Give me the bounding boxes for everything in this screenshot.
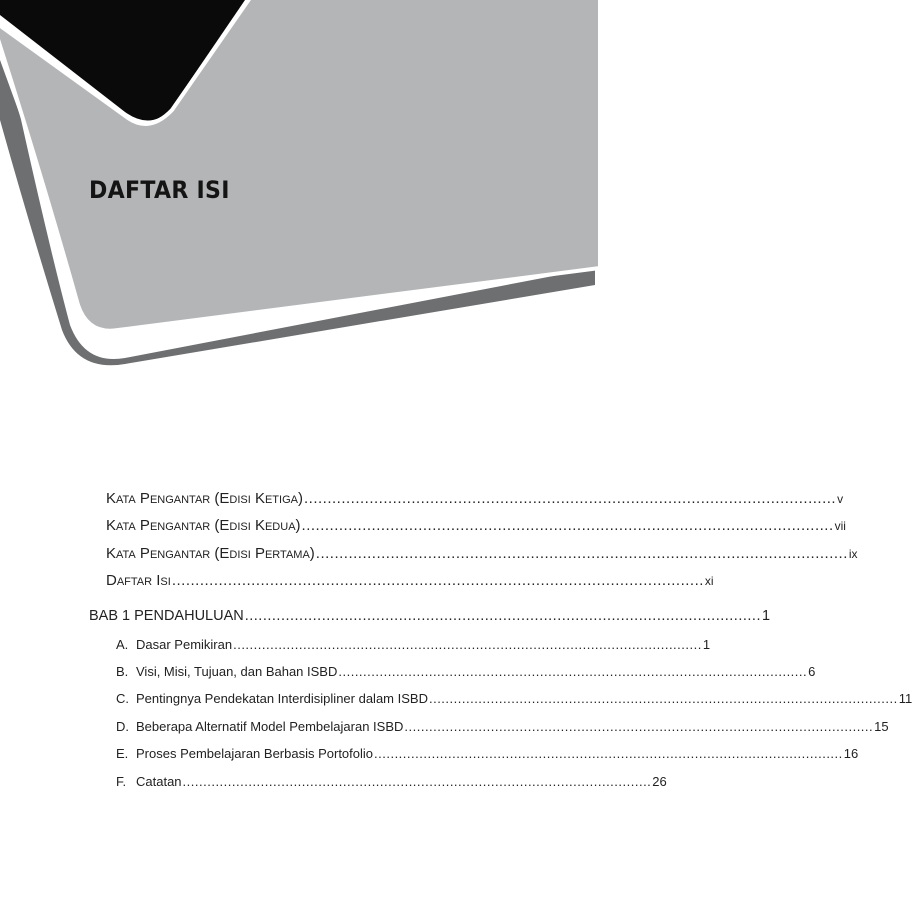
toc-section-label: Dasar Pemikiran — [136, 637, 233, 652]
section-letter: E. — [116, 746, 129, 761]
toc-chapter-bab-1[interactable] — [89, 608, 771, 624]
toc-entry-kata-pengantar-pertama[interactable] — [106, 545, 858, 562]
toc-entry-label: Daftar Isi — [106, 572, 171, 589]
toc-section-a[interactable] — [116, 637, 711, 652]
toc-section-b[interactable] — [116, 664, 816, 679]
dot-leader: .................................................................................................................. — [374, 746, 843, 761]
dot-leader: .................................................................................................................. — [233, 637, 702, 652]
dot-leader: .................................................................................................................. — [303, 490, 837, 507]
toc-section-e[interactable] — [116, 746, 859, 761]
toc-page-number: 26 — [652, 774, 667, 789]
toc-page-number: 15 — [874, 719, 889, 734]
toc-section-c[interactable] — [116, 691, 912, 706]
toc-entry-label: Kata Pengantar (Edisi Pertama) — [106, 545, 315, 562]
toc-page-number: 1 — [702, 637, 711, 652]
toc-entry-label: Kata Pengantar (Edisi Kedua) — [106, 517, 301, 534]
toc-section-label: Beberapa Alternatif Model Pembelajaran ISBD — [136, 719, 404, 734]
toc-page-number: vii — [834, 519, 846, 533]
section-letter: F. — [116, 774, 127, 789]
toc-section-f[interactable] — [116, 774, 667, 789]
dot-leader: .................................................................................................................. — [338, 664, 808, 679]
toc-section-label: Pentingnya Pendekatan Interdisipliner dalam ISBD — [136, 691, 428, 706]
toc-entry-label: Kata Pengantar (Edisi Ketiga) — [106, 490, 303, 507]
dot-leader: .................................................................................................................. — [428, 691, 898, 706]
toc-page-number: v — [837, 492, 844, 506]
dot-leader: .................................................................................................................. — [182, 774, 652, 789]
toc-section-d[interactable] — [116, 719, 889, 734]
section-letter: C. — [116, 691, 129, 706]
dot-leader: .................................................................................................................. — [244, 608, 761, 624]
section-letter: A. — [116, 637, 129, 652]
section-letter: B. — [116, 664, 129, 679]
dot-leader: .................................................................................................................. — [301, 517, 834, 534]
toc-page-number: 1 — [761, 608, 771, 624]
toc-page-number: ix — [848, 547, 858, 561]
toc-entry-daftar-isi[interactable] — [106, 572, 714, 589]
toc-section-label: Catatan — [136, 774, 182, 789]
dot-leader: .................................................................................................................. — [171, 572, 704, 589]
toc-chapter-label: BAB 1 PENDAHULUAN — [89, 608, 244, 624]
toc-page-number: 6 — [808, 664, 816, 679]
toc-page-number: 11 — [898, 691, 912, 706]
dot-leader: .................................................................................................................. — [315, 545, 848, 562]
page-title: DAFTAR ISI — [89, 176, 230, 204]
dot-leader: .................................................................................................................. — [404, 719, 874, 734]
toc-entry-kata-pengantar-ketiga[interactable] — [106, 490, 844, 507]
toc-section-label: Visi, Misi, Tujuan, dan Bahan ISBD — [136, 664, 338, 679]
toc-entry-kata-pengantar-kedua[interactable] — [106, 517, 846, 534]
toc-section-label: Proses Pembelajaran Berbasis Portofolio — [136, 746, 374, 761]
toc-page-number: 16 — [843, 746, 859, 761]
toc-page-number: xi — [704, 574, 714, 588]
section-letter: D. — [116, 719, 129, 734]
